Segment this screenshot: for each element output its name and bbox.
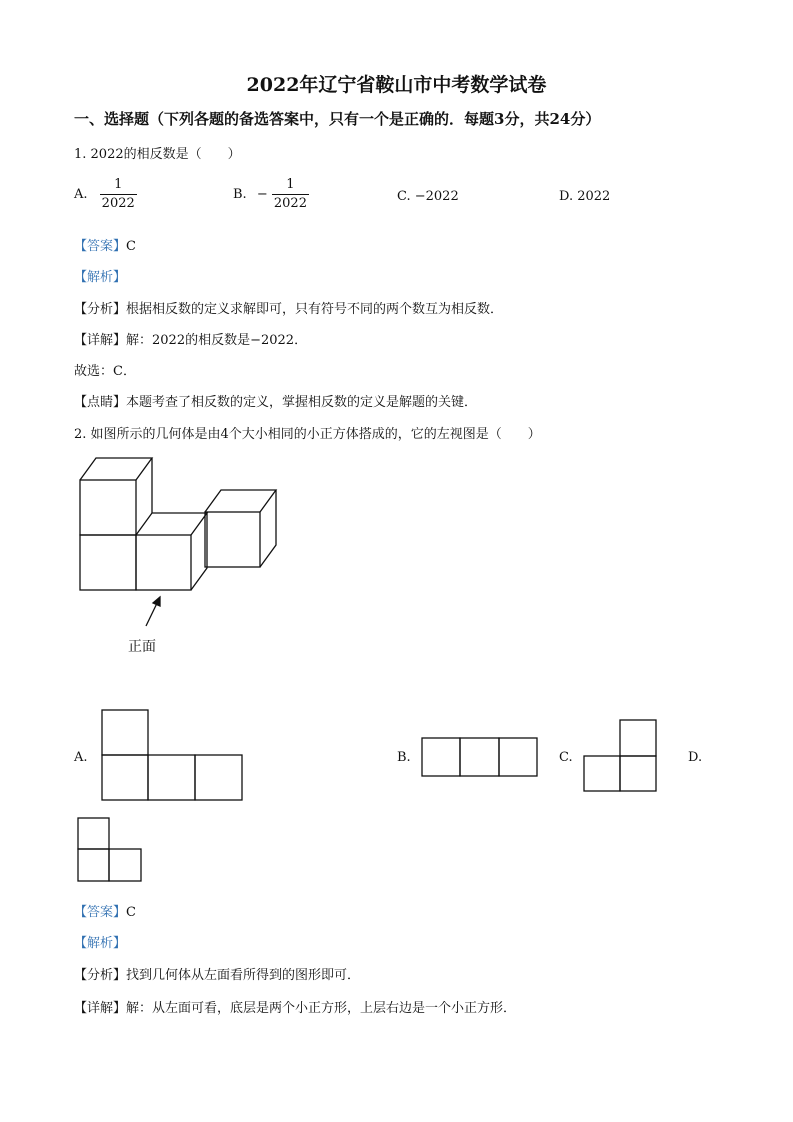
q2-answer-tag: 【答案】 xyxy=(74,905,127,920)
q1-analysis-tag: 【解析】 xyxy=(74,270,127,285)
q1-xiangjie-tag: 【详解】 xyxy=(74,333,127,348)
q1-option-c: C. −2022 xyxy=(397,189,459,204)
q2-xiangjie-text: 解：从左面可看，底层是两个小正方形，上层右边是一个小正方形． xyxy=(126,1001,517,1016)
q2-xiangjie-tag: 【详解】 xyxy=(74,1001,127,1016)
q1-b-numerator: 1 xyxy=(272,176,309,195)
q1-dianjing-tag: 【点睛】 xyxy=(74,395,127,410)
q2-analysis-tag: 【解析】 xyxy=(74,936,127,951)
q1-fenxi-text: 根据相反数的定义求解即可，只有符号不同的两个数互为相反数． xyxy=(126,302,504,317)
q2-front-label: 正面 xyxy=(128,639,156,655)
q1-choose: 故选：C． xyxy=(74,364,136,379)
q2-answer xyxy=(74,901,136,920)
q2-xiangjie xyxy=(74,997,516,1016)
q1-fenxi-tag: 【分析】 xyxy=(74,302,127,317)
q2-stem: 2. 如图所示的几何体是由4个大小相同的小正方体搭成的，它的左视图是（ ） xyxy=(74,427,541,442)
q1-xiangjie-text: 解：2022的相反数是−2022． xyxy=(126,333,308,348)
page-title: 2022年辽宁省鞍山市中考数学试卷 xyxy=(246,74,547,96)
q1-dianjing-text: 本题考查了相反数的定义，掌握相反数的定义是解题的关键． xyxy=(126,395,478,410)
q2-answer-value: C xyxy=(126,905,136,920)
q1-answer-tag: 【答案】 xyxy=(74,239,127,254)
q1-a-numerator: 1 xyxy=(100,176,137,195)
section-heading: 一、选择题（下列各题的备选答案中，只有一个是正确的．每题3分，共24分） xyxy=(74,110,601,128)
q1-stem: 1. 2022的相反数是（ ） xyxy=(74,147,241,162)
q2-option-c-label: C. xyxy=(559,750,573,765)
q2-fenxi xyxy=(74,964,360,983)
q1-option-d: D. 2022 xyxy=(559,189,611,204)
q2-option-a-label: A. xyxy=(74,750,88,765)
q2-option-b-label: B. xyxy=(397,750,411,765)
q1-option-b-label: B. xyxy=(233,187,247,202)
q1-a-denominator: 2022 xyxy=(101,196,135,211)
q2-fenxi-text: 找到几何体从左面看所得到的图形即可． xyxy=(126,968,361,983)
q1-answer-value: C xyxy=(126,239,136,254)
q1-option-a-label: A. xyxy=(74,187,88,202)
q2-option-d-label: D. xyxy=(688,750,703,765)
q1-b-denominator: 2022 xyxy=(273,196,307,211)
q2-fenxi-tag: 【分析】 xyxy=(74,968,127,983)
q1-option-b-sign: − xyxy=(256,187,268,202)
